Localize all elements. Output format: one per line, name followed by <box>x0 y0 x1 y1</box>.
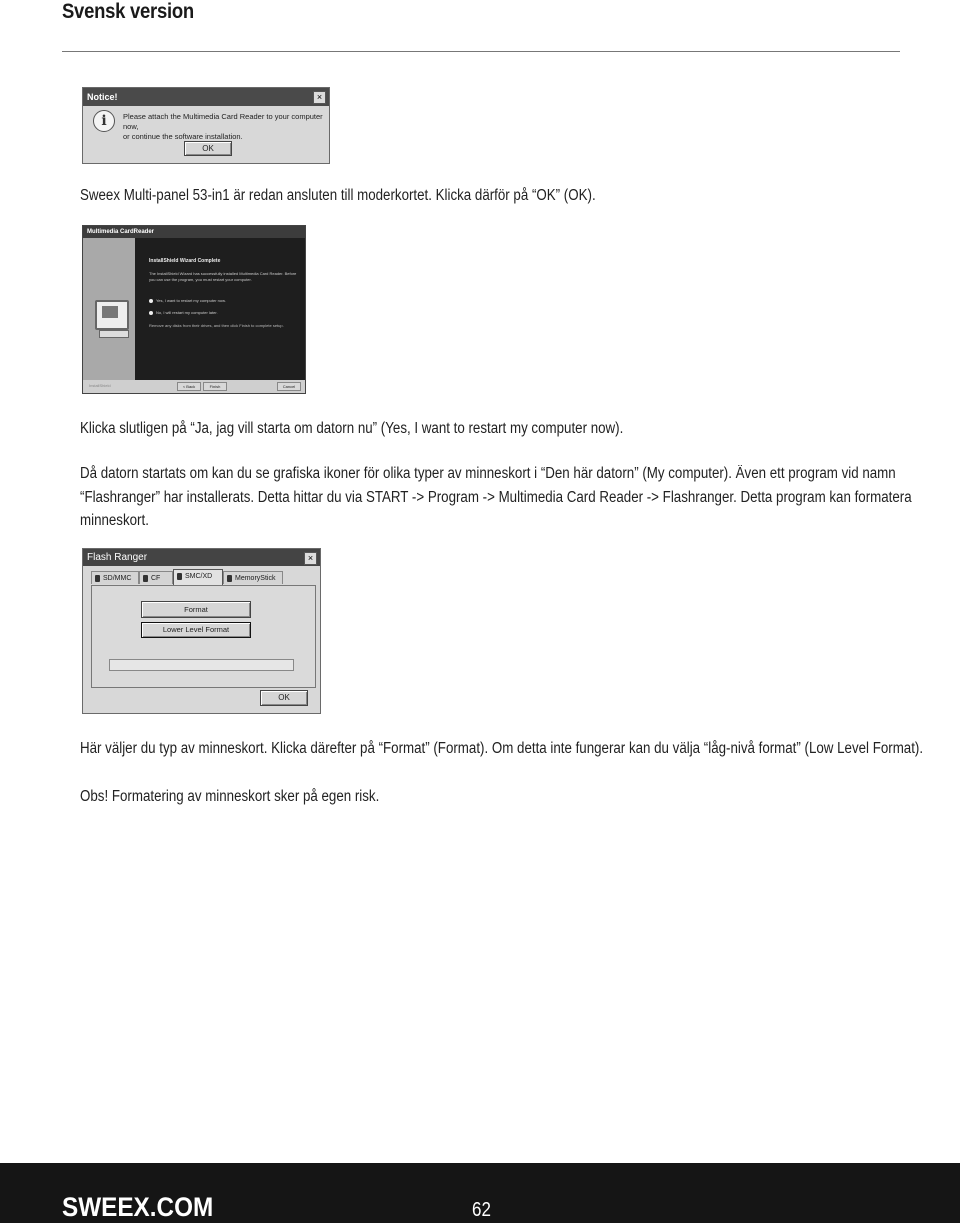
tab-cf-label: CF <box>151 575 161 582</box>
tab-memorystick-label: MemoryStick <box>235 575 276 582</box>
smc-card-icon <box>177 573 182 580</box>
tab-cf[interactable] <box>139 571 173 584</box>
tab-memorystick[interactable] <box>223 571 283 584</box>
paragraph-3-line-2: “Flashranger” har installerats. Detta hittar du via START -> Program -> Multimedia Card Reader -> Flashranger. Detta program kan formatera <box>80 489 912 506</box>
back-button[interactable]: < Back <box>177 382 201 391</box>
computer-icon <box>95 300 129 330</box>
memorystick-icon <box>227 575 232 582</box>
paragraph-5: Obs! Formatering av minneskort sker på egen risk. <box>80 788 380 805</box>
page-number: 62 <box>472 1199 491 1221</box>
cf-card-icon <box>143 575 148 582</box>
close-icon[interactable]: × <box>313 91 326 104</box>
flash-ok-button[interactable]: OK <box>260 690 308 706</box>
restart-now-label: Yes, I want to restart my computer now. <box>156 298 226 303</box>
installshield-brand: InstallShield <box>89 383 111 388</box>
notice-message-line1: Please attach the Multimedia Card Reader to your computer now, <box>123 112 323 131</box>
restart-now-option[interactable] <box>149 298 226 303</box>
flash-title: Flash Ranger <box>87 552 148 563</box>
restart-later-label: No, I will restart my computer later. <box>156 310 218 315</box>
paragraph-2: Klicka slutligen på “Ja, jag vill starta om datorn nu” (Yes, I want to restart my computer now). <box>80 420 624 437</box>
flash-titlebar <box>83 549 320 566</box>
format-progress-bar <box>109 659 294 671</box>
wizard-body-text: The InstallShield Wizard has successfully installed Multimedia Card Reader. Before you can use the program, you must restart your computer. <box>149 271 297 282</box>
notice-dialog <box>82 87 330 164</box>
info-icon: i <box>93 110 115 132</box>
radio-selected-icon <box>149 299 153 303</box>
wizard-button-bar <box>83 380 305 393</box>
notice-message <box>123 112 329 142</box>
notice-titlebar <box>83 88 329 106</box>
footer-brand: SWEEX.COM <box>62 1192 214 1222</box>
cancel-button[interactable]: Cancel <box>277 382 301 391</box>
flash-ranger-dialog <box>82 548 321 714</box>
wizard-heading: InstallShield Wizard Complete <box>149 258 221 264</box>
restart-later-option[interactable] <box>149 310 218 315</box>
page-section-title: Svensk version <box>62 0 194 23</box>
wizard-note: Remove any disks from their drives, and then click Finish to complete setup. <box>149 323 284 328</box>
sd-card-icon <box>95 575 100 582</box>
close-icon[interactable]: × <box>304 552 317 565</box>
paragraph-3-line-3: minneskort. <box>80 512 149 529</box>
tab-sd-mmc-label: SD/MMC <box>103 575 132 582</box>
tab-sd-mmc[interactable] <box>91 571 139 584</box>
paragraph-4: Här väljer du typ av minneskort. Klicka därefter på “Format” (Format). Om detta inte fungerar kan du välja “låg-nivå format” (Low Level Format). <box>80 740 924 757</box>
paragraph-3-line-1: Då datorn startats om kan du se grafiska ikoner för olika typer av minneskort i “Den här datorn” (My computer). Även ett program vid namn <box>80 465 896 482</box>
tab-smc-xd-label: SMC/XD <box>185 573 213 580</box>
install-wizard-dialog <box>82 225 306 394</box>
header-divider <box>62 51 900 52</box>
wizard-side-panel <box>83 238 135 382</box>
notice-message-line2: or continue the software installation. <box>123 132 243 141</box>
low-level-format-button[interactable]: Lower Level Format <box>141 622 251 638</box>
notice-ok-button[interactable]: OK <box>184 141 232 156</box>
paragraph-1: Sweex Multi-panel 53-in1 är redan ansluten till moderkortet. Klicka därför på “OK” (OK). <box>80 187 596 204</box>
tab-panel <box>91 585 316 688</box>
tab-smc-xd[interactable] <box>173 569 223 585</box>
radio-icon <box>149 311 153 315</box>
finish-button[interactable]: Finish <box>203 382 227 391</box>
computer-base-icon <box>99 330 129 338</box>
wizard-titlebar: Multimedia CardReader <box>83 226 305 238</box>
notice-title: Notice! <box>87 92 118 102</box>
format-button[interactable]: Format <box>141 601 251 618</box>
